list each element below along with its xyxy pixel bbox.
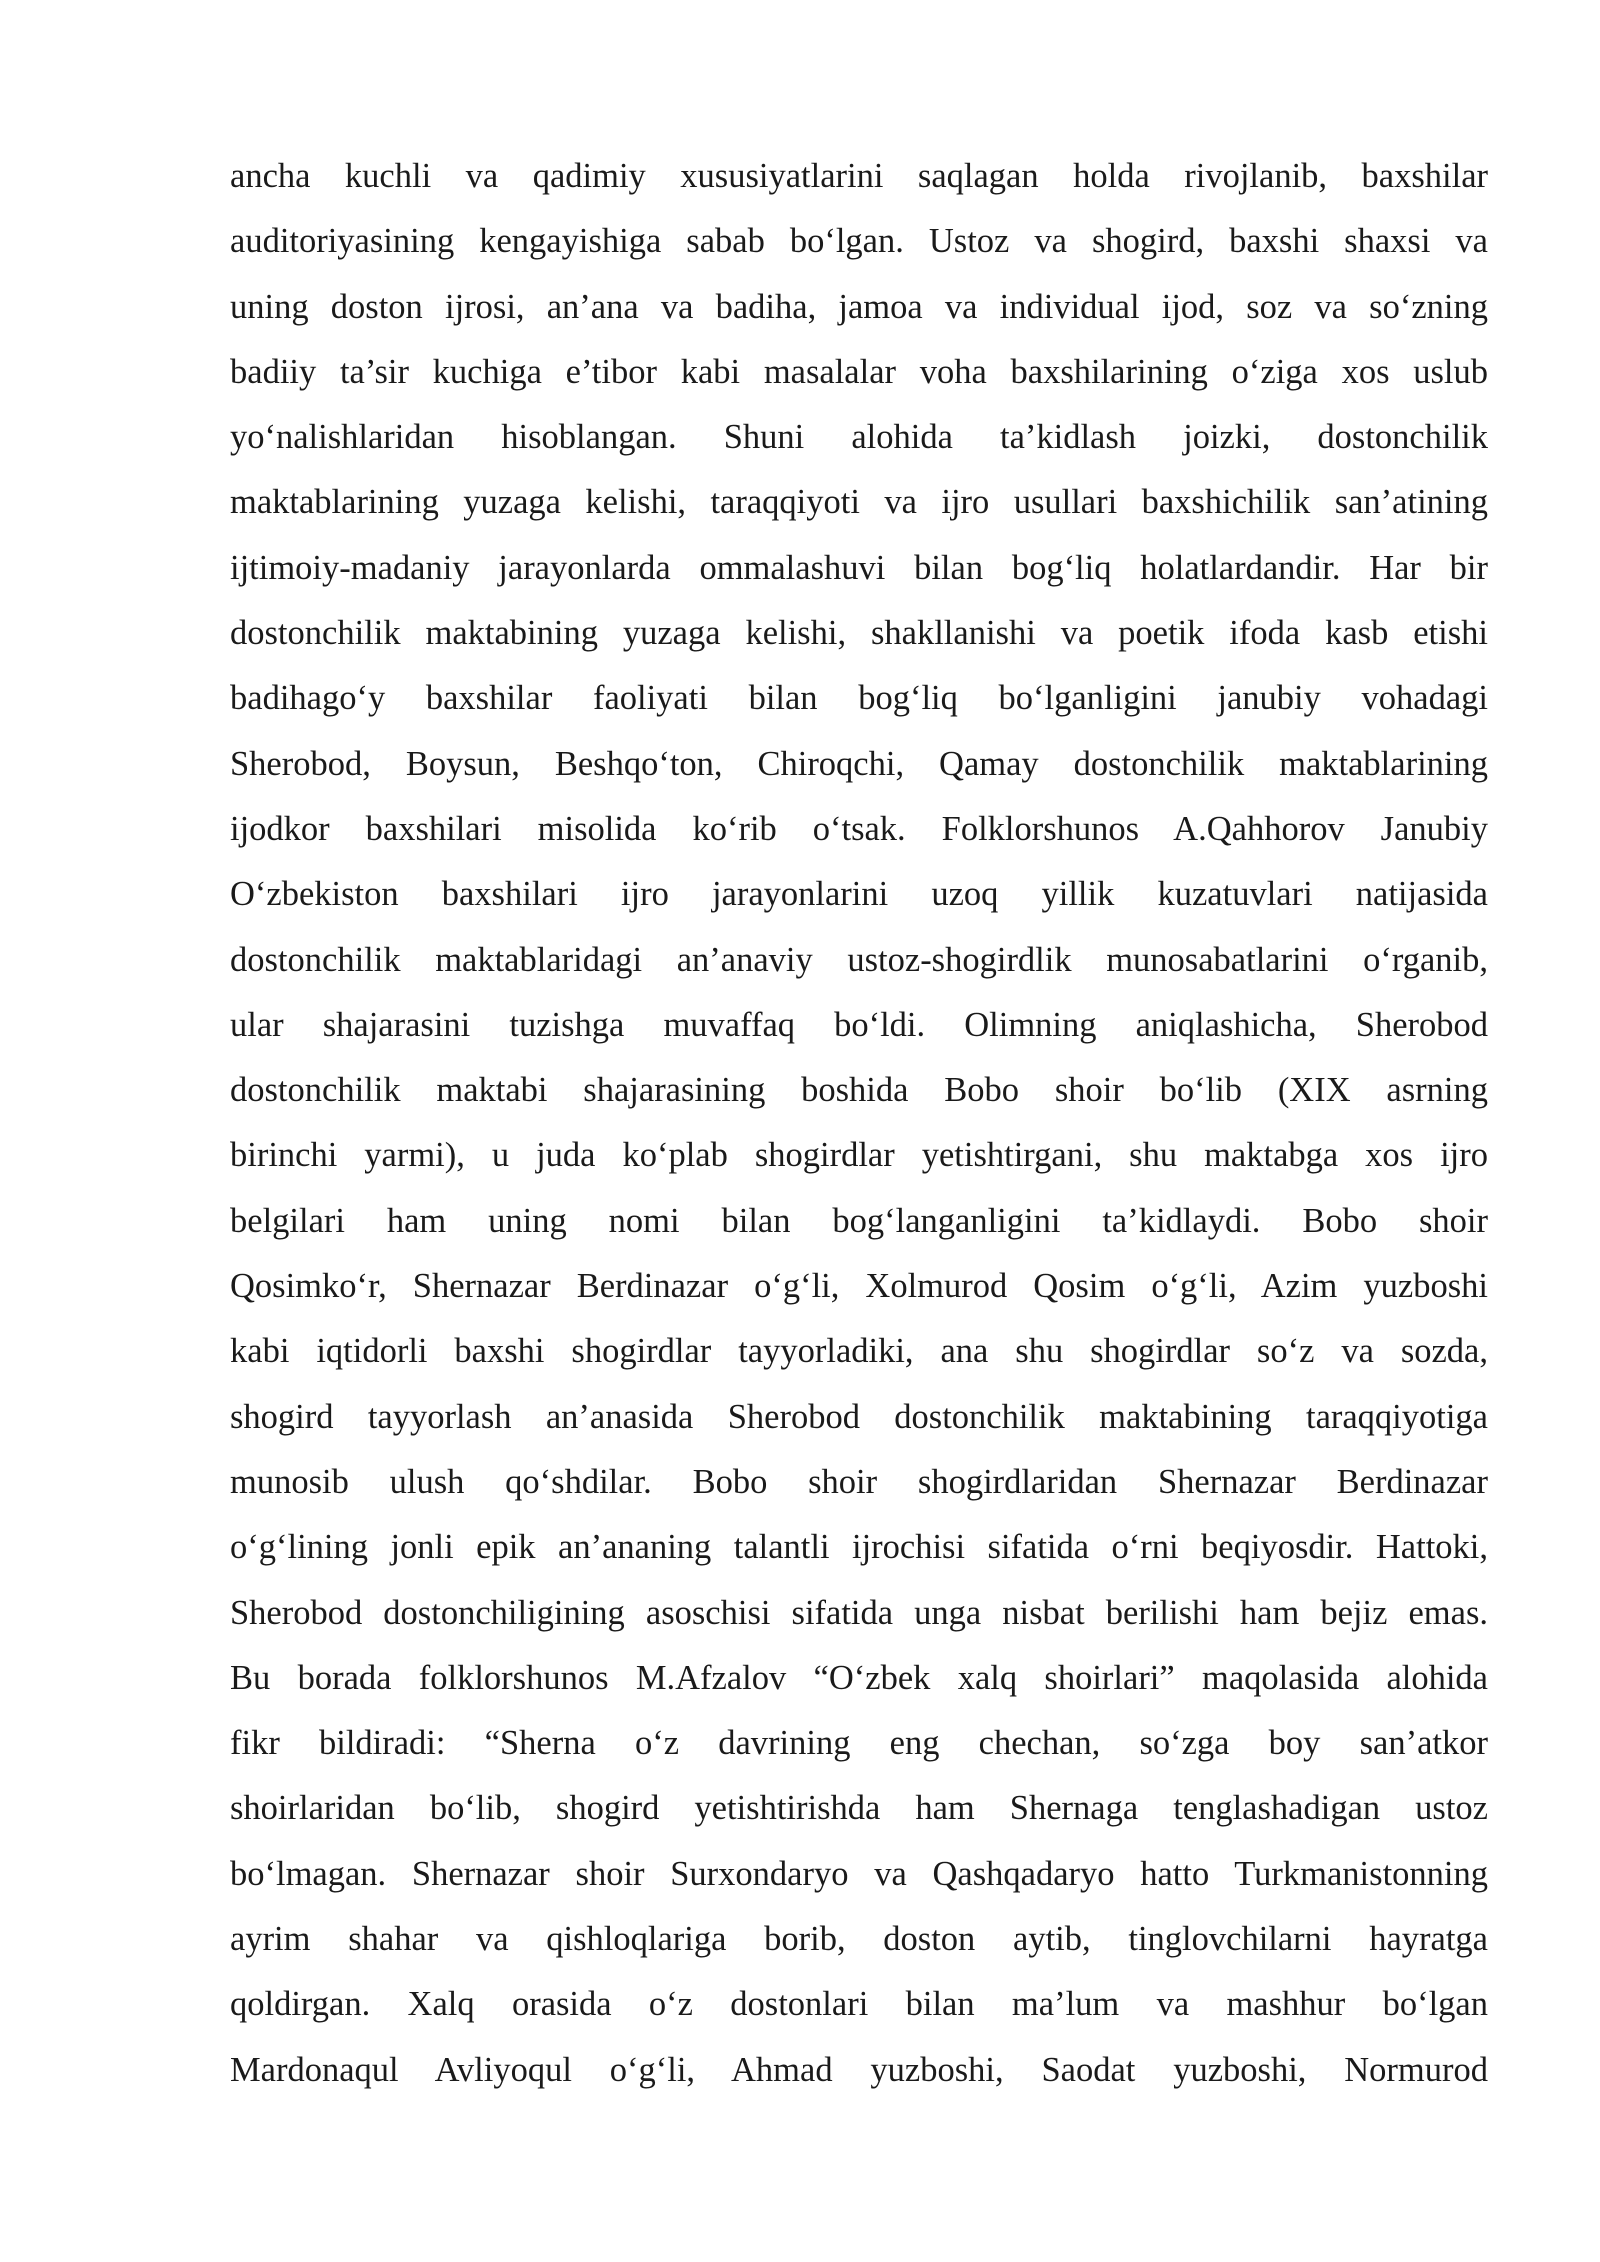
text-line: bo‘lmagan. Shernazar shoir Surxondaryo va Qashqadaryo hatto Turkmanistonning <box>230 1854 1488 1893</box>
text-line: munosib ulush qo‘shdilar. Bobo shoir shogirdlaridan Shernazar Berdinazar <box>230 1462 1488 1501</box>
text-line: O‘zbekiston baxshilari ijro jarayonlarini uzoq yillik kuzatuvlari natijasida <box>230 875 1488 914</box>
text-line: fikr bildiradi: “Sherna o‘z davrining eng chechan, so‘zga boy san’atkor <box>230 1724 1488 1763</box>
text-line: Mardonaqul Avliyoqul o‘g‘li, Ahmad yuzboshi, Saodat yuzboshi, Normurod <box>230 2050 1488 2089</box>
text-line: yo‘nalishlaridan hisoblangan. Shuni alohida ta’kidlash joizki, dostonchilik <box>230 418 1488 457</box>
text-line: kabi iqtidorli baxshi shogirdlar tayyorladiki, ana shu shogirdlar so‘z va sozda, <box>230 1332 1488 1371</box>
text-line: birinchi yarmi), u juda ko‘plab shogirdlar yetishtirgani, shu maktabga xos ijro <box>230 1136 1488 1175</box>
text-line: dostonchilik maktablaridagi an’anaviy ustoz-shogirdlik munosabatlarini o‘rganib, <box>230 940 1488 979</box>
text-line: dostonchilik maktabining yuzaga kelishi, shakllanishi va poetik ifoda kasb etishi <box>230 614 1488 653</box>
text-line: belgilari ham uning nomi bilan bog‘langanligini ta’kidlaydi. Bobo shoir <box>230 1201 1488 1240</box>
text-line: ancha kuchli va qadimiy xususiyatlarini saqlagan holda rivojlanib, baxshilar <box>230 157 1488 195</box>
text-line: shogird tayyorlash an’anasida Sherobod dostonchilik maktabining taraqqiyotiga <box>230 1397 1488 1436</box>
text-line: Sherobod, Boysun, Beshqo‘ton, Chiroqchi, Qamay dostonchilik maktablarining <box>230 744 1488 783</box>
text-line: badiiy ta’sir kuchiga e’tibor kabi masalalar voha baxshilarining o‘ziga xos uslub <box>230 352 1488 391</box>
text-line: ayrim shahar va qishloqlariga borib, doston aytib, tinglovchilarni hayratga <box>230 1920 1488 1959</box>
text-line: auditoriyasining kengayishiga sabab bo‘lgan. Ustoz va shogird, baxshi shaxsi va <box>230 222 1488 261</box>
text-line: Sherobod dostonchiligining asoschisi sifatida unga nisbat berilishi ham bejiz emas. <box>230 1593 1488 1632</box>
text-line: Bu borada folklorshunos M.Afzalov “O‘zbek xalq shoirlari” maqolasida alohida <box>230 1658 1488 1697</box>
text-line: maktablarining yuzaga kelishi, taraqqiyoti va ijro usullari baxshichilik san’atining <box>230 483 1488 522</box>
text-line: ijodkor baxshilari misolida ko‘rib o‘tsak. Folklorshunos A.Qahhorov Janubiy <box>230 809 1488 848</box>
text-line: qoldirgan. Xalq orasida o‘z dostonlari bilan ma’lum va mashhur bo‘lgan <box>230 1985 1488 2024</box>
text-line: shoirlaridan bo‘lib, shogird yetishtirishda ham Shernaga tenglashadigan ustoz <box>230 1789 1488 1828</box>
text-line: Qosimko‘r, Shernazar Berdinazar o‘g‘li, Xolmurod Qosim o‘g‘li, Azim yuzboshi <box>230 1267 1488 1306</box>
text-line: ular shajarasini tuzishga muvaffaq bo‘ldi. Olimning aniqlashicha, Sherobod <box>230 1005 1488 1044</box>
text-line: uning doston ijrosi, an’ana va badiha, jamoa va individual ijod, soz va so‘zning <box>230 287 1488 326</box>
body-text <box>230 149 1488 2108</box>
text-line: badihago‘y baxshilar faoliyati bilan bog‘liq bo‘lganligini janubiy vohadagi <box>230 679 1488 718</box>
text-line: o‘g‘lining jonli epik an’ananing talantli ijrochisi sifatida o‘rni beqiyosdir. Hattoki, <box>230 1528 1488 1567</box>
text-line: ijtimoiy-madaniy jarayonlarda ommalashuvi bilan bog‘liq holatlardandir. Har bir <box>230 548 1488 587</box>
text-line: dostonchilik maktabi shajarasining boshida Bobo shoir bo‘lib (XIX asrning <box>230 1071 1488 1110</box>
